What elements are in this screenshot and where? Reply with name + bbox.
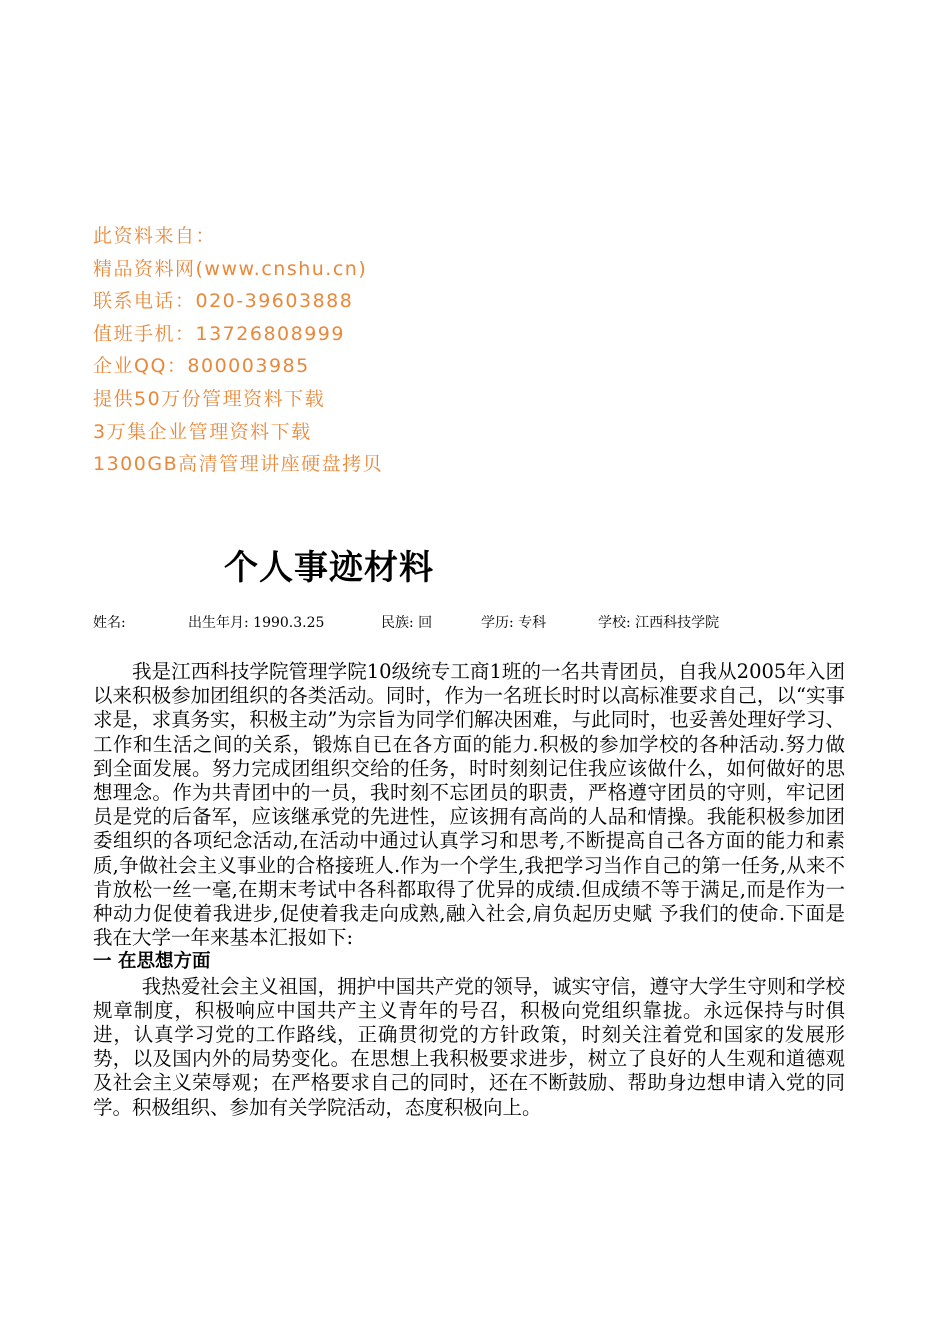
promo-line-offer-3: 1300GB高清管理讲座硬盘拷贝 <box>93 453 384 476</box>
section-paragraph-thought: 我热爱社会主义祖国，拥护中国共产党的领导，诚实守信，遵守大学生守则和学校规章制度，积极响应中国共产主义青年的号召，积极向党组织靠拢。永远保持与时俱进，认真学习党的工作路线，正确贯彻党的方针政策，时刻关注着党和国家的发展形势，以及国内外的局势变化。在思想上我积极要求进步，树立了良好的人生观和道德观及社会主义荣辱观；在严格要求自己的同时，还在不断鼓励、帮助身边想申请入党的同学。积极组织、参加有关学院活动，态度积极向上。 <box>93 974 845 1119</box>
promo-line-phone: 联系电话：020-39603888 <box>93 290 354 313</box>
document-title: 个人事迹材料 <box>224 548 434 588</box>
promo-line-offer-2: 3万集企业管理资料下载 <box>93 420 312 443</box>
promo-line-website: 精品资料网(www.cnshu.cn) <box>93 257 368 280</box>
promo-line-mobile: 值班手机：13726808999 <box>93 322 345 345</box>
info-education: 学历: 专科 <box>481 615 547 631</box>
info-name: 姓名: <box>93 615 126 631</box>
promo-block <box>93 220 693 481</box>
info-ethnicity: 民族: 回 <box>381 615 433 631</box>
section-heading-thought: 一 在思想方面 <box>93 951 211 973</box>
document-body <box>93 660 845 1120</box>
promo-line-qq: 企业QQ：800003985 <box>93 355 310 378</box>
promo-line-source: 此资料来自： <box>93 225 217 247</box>
info-birth: 出生年月: 1990.3.25 <box>188 615 325 631</box>
info-school: 学校: 江西科技学院 <box>598 615 720 631</box>
intro-paragraph: 我是江西科技学院管理学院10级统专工商1班的一名共青团员，自我从2005年入团以来积极参加团组织的各类活动。同时，作为一名班长时时以高标准要求自己，以“实事求是，求真务实，积极主动”为宗旨为同学们解决困难，与此同时，也妥善处理好学习、工作和生活之间的关系，锻炼自已在各方面的能力.积极的参加学校的各种活动.努力做到全面发展。努力完成团组织交给的任务，时时刻刻记住我应该做什么，如何做好的思想理念。作为共青团中的一员，我时刻不忘团员的职责，严格遵守团员的守则，牢记团员是党的后备军，应该继承党的先进性，应该拥有高尚的人品和情操。我能积极参加团委组织的各项纪念活动,在活动中通过认真学习和思考,不断提高自己各方面的能力和素质,争做社会主义事业的合格接班人.作为一个学生,我把学习当作自己的第一任务,从来不肯放松一丝一毫,在期末考试中各科都取得了优异的成绩.但成绩不等于满足,而是作为一种动力促使着我进步,促使着我走向成熟,融入社会,肩负起历史赋 予我们的使命.下面是我在大学一年来基本汇报如下: <box>93 660 845 950</box>
promo-line-offer-1: 提供50万份管理资料下载 <box>93 387 326 410</box>
